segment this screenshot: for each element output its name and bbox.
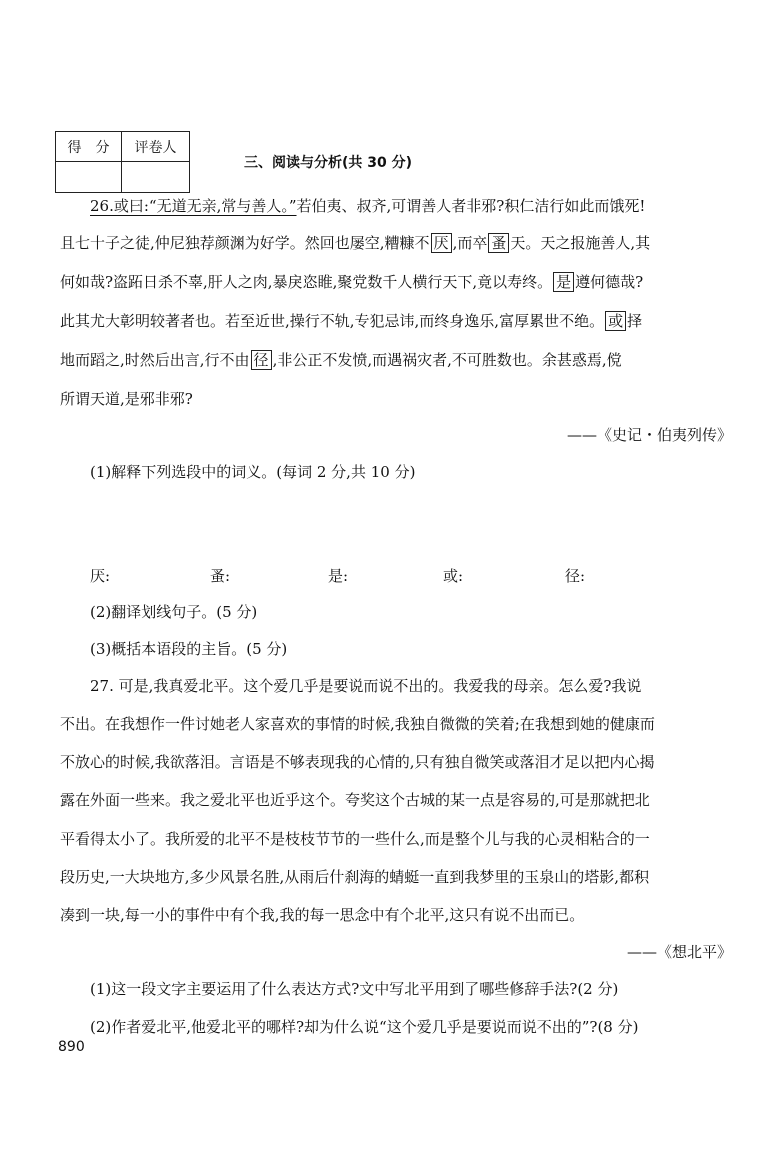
q27-line-6: 段历史,一大块地方,多少风景名胜,从雨后什刹海的蜻蜓一直到我梦里的玉泉山的塔影,都积 [60,868,650,886]
q27-sub-question-2: (2)作者爱北平,他爱北平的哪样?却为什么说“这个爱几乎是要说而说不出的”?(8 分) [90,1018,639,1036]
q26-line-2-text-b: ,而卒 [452,234,488,252]
section-title: 三、阅读与分析(共 30 分) [244,155,413,171]
term-shi: 是: [328,567,349,585]
reviewer-cell[interactable] [122,162,190,193]
q27-line-2: 不出。在我想作一件讨她老人家喜欢的事情的时候,我独自微微的笑着;在我想到她的健康而 [60,715,655,733]
q26-line-4-text-a: 此其尤大彰明较著者也。若至近世,操行不轨,专犯忌讳,而终身逸乐,富厚累世不绝。 [60,312,605,330]
q26-line-4 [60,311,732,331]
boxed-word-yan: 厌 [431,233,452,253]
score-cell[interactable] [56,162,122,193]
q26-line-3-text-a: 何如哉?盗跖日杀不辜,肝人之肉,暴戾恣睢,聚党数千人横行天下,竟以寿终。 [60,273,553,291]
boxed-word-jing: 径 [251,350,272,370]
q26-line-2 [60,233,732,253]
q26-line-2-text-c: 天。天之报施善人,其 [510,234,651,252]
q26-sub-question-3: (3)概括本语段的主旨。(5 分) [90,640,288,658]
q26-line-6: 所谓天道,是邪非邪? [60,390,193,408]
q27-source: ——《想北平》 [626,943,732,961]
q26-sub-question-2: (2)翻译划线句子。(5 分) [90,603,258,621]
q26-line-4-text-b: 择 [627,312,643,330]
q26-line-5-text-a: 地而蹈之,时然后出言,行不由 [60,351,250,369]
q27-line-4: 露在外面一些来。我之爱北平也近乎这个。夸奖这个古城的某一点是容易的,可是那就把北 [60,791,650,809]
reviewer-label: 评卷人 [122,132,190,162]
boxed-word-zao: 蚤 [488,233,509,253]
q27-line-3: 不放心的时候,我欲落泪。言语是不够表现我的心情的,只有独自微笑或落泪才足以把内心揭 [60,753,655,771]
boxed-word-shi: 是 [553,272,574,292]
q26-line-3 [60,272,732,292]
term-huo: 或: [443,567,464,585]
term-jing: 径: [565,567,586,585]
score-box [55,131,190,193]
term-zao: 蚤: [210,567,231,585]
q26-line-1-text: 若伯夷、叔齐,可谓善人者非邪?积仁洁行如此而饿死! [296,197,646,215]
q27-sub-question-1: (1)这一段文字主要运用了什么表达方式?文中写北平用到了哪些修辞手法?(2 分) [90,980,619,998]
term-yan: 厌: [90,567,111,585]
boxed-word-huo: 或 [605,311,626,331]
q26-line-3-text-b: 遵何德哉? [575,273,644,291]
q26-sub-question-1: (1)解释下列选段中的词义。(每词 2 分,共 10 分) [90,463,416,481]
q27-line-1: 27. 可是,我真爱北平。这个爱几乎是要说而说不出的。我爱我的母亲。怎么爱?我说 [90,677,642,695]
q26-line-1 [60,196,732,216]
q26-line-2-text-a: 且七十子之徒,仲尼独荐颜渊为好学。然回也屡空,糟糠不 [60,234,430,252]
score-label: 得 分 [56,132,122,162]
q26-line-5 [60,350,732,370]
page-number: 890 [58,1039,85,1055]
q26-line-5-text-b: ,非公正不发愤,而遇祸灾者,不可胜数也。余甚惑焉,傥 [272,351,622,369]
q27-line-7: 凑到一块,每一小的事件中有个我,我的每一思念中有个北平,这只有说不出而已。 [60,906,585,924]
q26-source: ——《史记・伯夷列传》 [566,426,732,444]
q27-line-5: 平看得太小了。我所爱的北平不是枝枝节节的一些什么,而是整个儿与我的心灵相粘合的一 [60,830,650,848]
q26-underlined-sentence: 26.或曰:“无道无亲,常与善人。” [90,197,297,215]
